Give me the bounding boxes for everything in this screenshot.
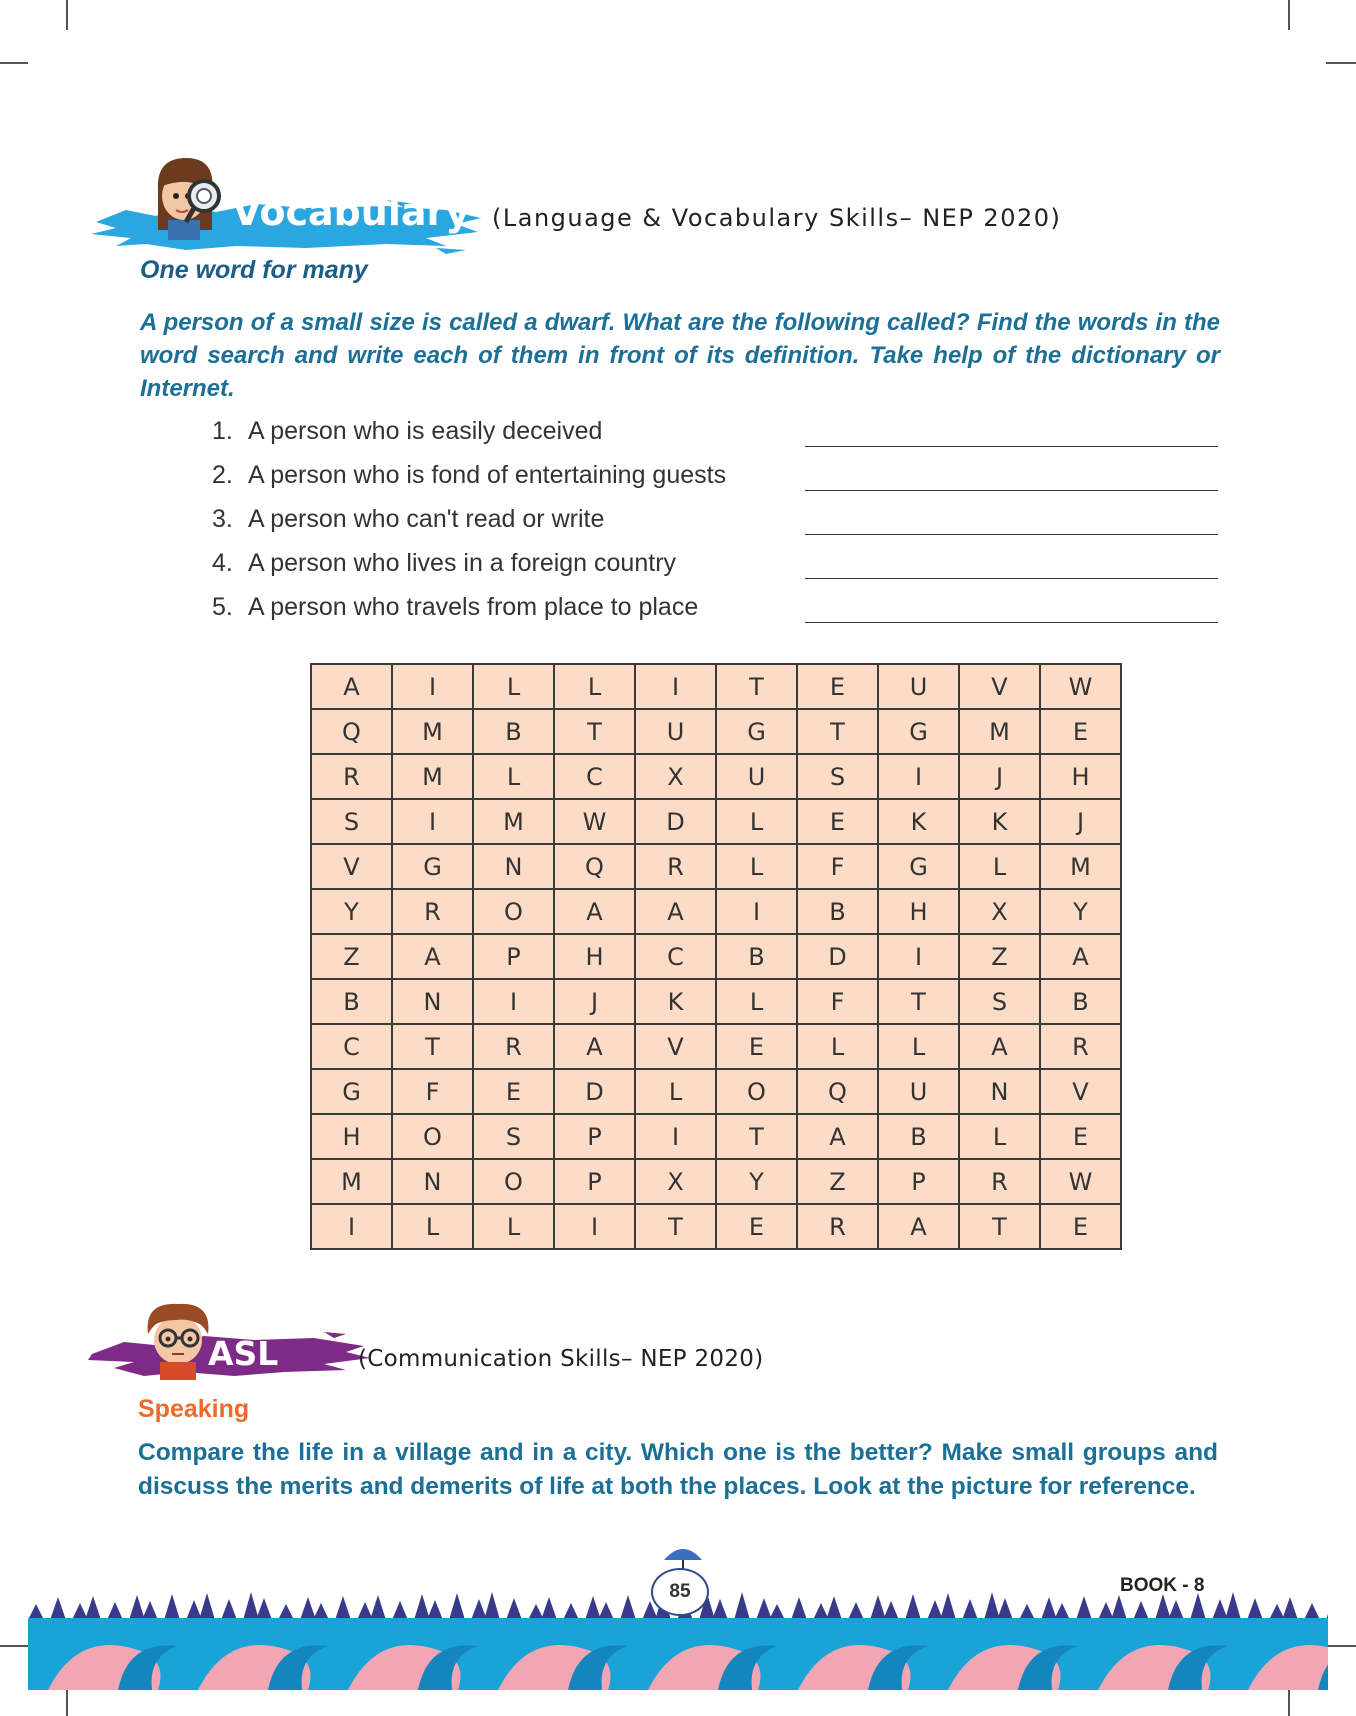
word-search-cell[interactable]: E [473,1069,554,1114]
word-search-cell[interactable]: N [959,1069,1040,1114]
tree-shape [962,1599,978,1620]
crop-mark-top-right-h [1326,62,1356,64]
crop-mark-bottom-left [66,1686,68,1716]
tree-shape [370,1595,386,1620]
word-search-cell[interactable]: T [554,709,635,754]
word-search-cell[interactable]: U [716,754,797,799]
word-search-cell[interactable]: Q [311,709,392,754]
tree-shape [813,1603,829,1620]
word-search-cell[interactable]: A [1040,934,1121,979]
word-search-cell[interactable]: O [473,889,554,934]
word-search-row [311,1069,1121,1114]
word-search-cell[interactable]: P [473,934,554,979]
word-search-cell[interactable]: C [554,754,635,799]
word-search-cell[interactable]: H [878,889,959,934]
word-search-cell[interactable]: E [797,799,878,844]
word-search-row [311,1114,1121,1159]
word-search-cell[interactable]: F [797,979,878,1024]
word-search-cell[interactable]: I [392,664,473,709]
word-search-cell[interactable]: D [554,1069,635,1114]
word-search-cell[interactable]: Z [959,934,1040,979]
word-search-cell[interactable]: S [797,754,878,799]
tree-shape [905,1594,921,1620]
word-search-cell[interactable]: N [473,844,554,889]
tree-shape [791,1597,807,1620]
word-search-cell[interactable]: R [1040,1024,1121,1069]
word-search-cell[interactable]: Q [554,844,635,889]
word-search-cell[interactable]: W [554,799,635,844]
tree-shape [870,1595,886,1620]
word-search-cell[interactable]: W [1040,1159,1121,1204]
definition-text: A person who lives in a foreign country [248,549,677,577]
word-search-cell[interactable]: E [716,1204,797,1249]
word-search-cell[interactable]: L [959,1114,1040,1159]
word-search-cell[interactable]: E [1040,1204,1121,1249]
tree-shape [313,1603,329,1620]
word-search-cell[interactable]: V [1040,1069,1121,1114]
definition-text: A person who travels from place to place [248,593,699,621]
book-label: BOOK - 8 [1120,1575,1205,1596]
word-search-cell[interactable]: S [311,799,392,844]
word-search-cell[interactable]: P [554,1159,635,1204]
word-search-cell[interactable]: O [716,1069,797,1114]
tree-shape [620,1595,636,1620]
vocabulary-instructions: A person of a small size is called a dwarf. What are the following called? Find the words in the word search and write each of them in front of its definition. Take help of the dictionary or Internet. [140,309,1220,402]
word-search-cell[interactable]: T [878,979,959,1024]
speaking-subheading: Speaking [138,1395,250,1423]
word-search-cell[interactable]: R [797,1204,878,1249]
word-search-cell[interactable]: L [797,1024,878,1069]
tree-shape [506,1598,522,1620]
word-search-cell[interactable]: T [959,1204,1040,1249]
word-search-cell[interactable]: E [797,664,878,709]
word-search-row [311,1159,1121,1204]
word-search-cell[interactable]: M [1040,844,1121,889]
tree-shape [984,1592,1000,1620]
definition-text: A person who is fond of entertaining guests [248,461,727,489]
word-search-cell[interactable]: G [716,709,797,754]
word-search-cell[interactable]: U [878,1069,959,1114]
tree-shape [1019,1604,1035,1620]
word-search-cell[interactable]: Y [311,889,392,934]
word-search-cell[interactable]: L [716,799,797,844]
tree-shape [50,1597,66,1620]
definition-item [212,415,1222,459]
word-search-cell[interactable]: A [554,1024,635,1069]
word-search-cell[interactable]: Q [797,1069,878,1114]
tree-shape [1304,1603,1320,1620]
answer-blank[interactable] [805,622,1218,623]
word-search-cell[interactable]: N [392,1159,473,1204]
tree-shape [1326,1596,1328,1620]
word-search-cell[interactable]: U [635,709,716,754]
word-search-cell[interactable]: A [959,1024,1040,1069]
word-search-cell[interactable]: L [554,664,635,709]
definition-item [212,503,1222,547]
word-search-cell[interactable]: L [635,1069,716,1114]
word-search-cell[interactable]: R [392,889,473,934]
tree-shape [712,1599,728,1620]
word-search-cell[interactable]: X [635,754,716,799]
word-search-cell[interactable]: Z [311,934,392,979]
word-search-cell[interactable]: E [1040,709,1121,754]
word-search-cell[interactable]: A [554,889,635,934]
crop-mark-top-left [66,0,68,30]
word-search-cell[interactable]: M [959,709,1040,754]
tree-shape [1212,1599,1228,1620]
tree-shape [1269,1604,1285,1620]
tree-shape [72,1603,88,1620]
crop-mark-top-left-h [0,62,28,64]
word-search-cell[interactable]: H [554,934,635,979]
vocabulary-title: Vocabulary [232,190,471,234]
word-search-cell[interactable]: O [392,1114,473,1159]
word-search-cell[interactable]: J [554,979,635,1024]
word-search-cell[interactable]: Y [716,1159,797,1204]
tree-shape [427,1600,443,1620]
word-search-cell[interactable]: A [797,1114,878,1159]
tree-shape [927,1600,943,1620]
word-search-cell[interactable]: L [473,664,554,709]
girl-with-magnifier-icon [138,150,230,242]
word-search-cell[interactable]: D [635,799,716,844]
word-search-cell[interactable]: L [716,979,797,1024]
tree-shape [471,1599,487,1620]
word-search-cell[interactable]: G [311,1069,392,1114]
word-search-row [311,889,1121,934]
definition-item [212,547,1222,591]
tree-shape [585,1596,601,1620]
word-search-cell[interactable]: H [311,1114,392,1159]
word-search-cell[interactable]: H [1040,754,1121,799]
tree-shape [756,1598,772,1620]
word-search-cell[interactable]: M [392,754,473,799]
word-search-cell[interactable]: R [473,1024,554,1069]
definition-number: 4. [212,549,233,577]
word-search-cell[interactable]: L [473,754,554,799]
word-search-row [311,934,1121,979]
word-search-cell[interactable]: I [635,664,716,709]
word-search-cell[interactable]: C [311,1024,392,1069]
tree-shape [414,1594,430,1620]
word-search-cell[interactable]: B [1040,979,1121,1024]
tree-shape [335,1596,351,1620]
tree-shape [199,1593,215,1620]
word-search-cell[interactable]: K [635,979,716,1024]
tree-shape [357,1602,373,1620]
tree-shape [1111,1595,1127,1620]
word-search-cell[interactable]: E [716,1024,797,1069]
word-search-cell[interactable]: L [878,1024,959,1069]
word-search-cell[interactable]: S [959,979,1040,1024]
definition-number: 3. [212,505,233,533]
word-search-row [311,664,1121,709]
word-search-cell[interactable]: G [878,844,959,889]
word-search-cell[interactable]: J [1040,799,1121,844]
tree-shape [449,1593,465,1620]
definition-text: A person who is easily deceived [248,417,603,445]
asl-subtitle: (Communication Skills– NEP 2020) [358,1346,764,1372]
word-search-cell[interactable]: G [878,709,959,754]
tree-shape [826,1596,842,1620]
word-search-cell[interactable]: U [878,664,959,709]
word-search-cell[interactable]: V [959,664,1040,709]
tree-shape [129,1595,145,1620]
word-search-cell[interactable]: L [959,844,1040,889]
word-search-cell[interactable]: J [959,754,1040,799]
crop-mark-bottom-right [1288,1686,1290,1716]
word-search-row [311,1204,1121,1249]
word-search-cell[interactable]: M [311,1159,392,1204]
word-search-cell[interactable]: A [311,664,392,709]
word-search-row [311,1024,1121,1069]
word-search-cell[interactable]: A [635,889,716,934]
crop-mark-bottom-left-h [0,1645,28,1647]
word-search-cell[interactable]: I [392,799,473,844]
tree-shape [1282,1597,1298,1620]
word-search-row [311,799,1121,844]
tree-shape [278,1604,294,1620]
definition-list [212,415,1222,635]
word-search-cell[interactable]: T [716,1114,797,1159]
word-search-cell[interactable]: E [1040,1114,1121,1159]
tree-shape [142,1601,158,1620]
word-search-cell[interactable]: B [878,1114,959,1159]
word-search-cell[interactable]: Z [797,1159,878,1204]
tree-shape [1155,1594,1171,1620]
word-search-cell[interactable]: I [878,934,959,979]
tree-shape [164,1594,180,1620]
word-search-cell[interactable]: T [635,1204,716,1249]
word-search-cell[interactable]: I [635,1114,716,1159]
word-search-cell[interactable]: M [392,709,473,754]
word-search-cell[interactable]: A [392,934,473,979]
word-search-cell[interactable]: C [635,934,716,979]
word-search-cell[interactable]: F [392,1069,473,1114]
crop-mark-bottom-right-h [1326,1645,1356,1647]
tree-shape [541,1597,557,1620]
tree-shape [243,1592,259,1620]
word-search-body [311,664,1121,1249]
tree-shape [1225,1592,1241,1620]
word-search-cell[interactable]: X [635,1159,716,1204]
answer-blank[interactable] [805,534,1218,535]
tree-shape [598,1602,614,1620]
word-search-cell[interactable]: O [473,1159,554,1204]
word-search-row [311,709,1121,754]
tree-shape [997,1598,1013,1620]
word-search-grid [310,663,1122,1250]
word-search-row [311,844,1121,889]
word-search-cell[interactable]: X [959,889,1040,934]
tree-shape [186,1600,202,1620]
tree-shape [734,1592,750,1620]
word-search-cell[interactable]: R [959,1159,1040,1204]
tree-shape [1247,1598,1263,1620]
tree-shape [1098,1602,1114,1620]
word-search-cell[interactable]: P [878,1159,959,1204]
tree-shape [563,1603,579,1620]
word-search-cell[interactable]: I [311,1204,392,1249]
word-search-cell[interactable]: L [716,844,797,889]
word-search-cell[interactable]: V [635,1024,716,1069]
tree-shape [28,1604,44,1620]
definition-item [212,459,1222,503]
tree-shape [1041,1597,1057,1620]
word-search-cell[interactable]: L [473,1204,554,1249]
tree-shape [940,1593,956,1620]
definition-text: A person who can't read or write [248,505,605,533]
definition-item [212,591,1222,635]
word-search-cell[interactable]: K [878,799,959,844]
tree-shape [848,1602,864,1620]
word-search-cell[interactable]: I [878,754,959,799]
word-search-cell[interactable]: W [1040,664,1121,709]
word-search-cell[interactable]: B [797,889,878,934]
tree-shape [85,1596,101,1620]
speaking-instructions: Compare the life in a village and in a city. Which one is the better? Make small groups and discuss the merits and demerits of life at both the places. Look at the picture for reference. [138,1439,1218,1500]
tree-shape [1168,1600,1184,1620]
word-search-cell[interactable]: V [311,844,392,889]
answer-blank[interactable] [805,578,1218,579]
tree-shape [484,1592,500,1620]
tree-shape [1076,1596,1092,1620]
tree-shape [221,1599,237,1620]
tree-shape [1133,1601,1149,1620]
answer-blank[interactable] [805,490,1218,491]
word-search-cell[interactable]: Y [1040,889,1121,934]
word-search-cell[interactable]: M [473,799,554,844]
tree-shape [528,1604,544,1620]
tree-shape [256,1598,272,1620]
definition-number: 1. [212,417,233,445]
tree-shape [107,1602,123,1620]
word-search-cell[interactable]: B [716,934,797,979]
word-search-cell[interactable]: P [554,1114,635,1159]
tree-shape [1190,1593,1206,1620]
tree-shape [883,1601,899,1620]
word-search-cell[interactable]: S [473,1114,554,1159]
tree-shape [392,1601,408,1620]
word-search-cell[interactable]: B [311,979,392,1024]
word-search-cell[interactable]: N [392,979,473,1024]
tree-shape [300,1597,316,1620]
word-search-cell[interactable]: B [473,709,554,754]
word-search-cell[interactable]: L [392,1204,473,1249]
answer-blank[interactable] [805,446,1218,447]
word-search-row [311,979,1121,1024]
definition-number: 5. [212,593,233,621]
vocabulary-subtitle: (Language & Vocabulary Skills– NEP 2020) [492,204,1062,232]
word-search-cell[interactable]: T [797,709,878,754]
word-search-cell[interactable]: I [473,979,554,1024]
word-search-cell[interactable]: F [797,844,878,889]
word-search-cell[interactable]: T [716,664,797,709]
word-search-cell[interactable]: R [311,754,392,799]
word-search-cell[interactable]: D [797,934,878,979]
definition-number: 2. [212,461,233,489]
asl-title: ASL [208,1334,279,1373]
word-search-row [311,754,1121,799]
tree-shape [769,1604,785,1620]
one-word-subheading: One word for many [140,256,368,284]
word-search-cell[interactable]: G [392,844,473,889]
word-search-cell[interactable]: I [716,889,797,934]
word-search-cell[interactable]: I [554,1204,635,1249]
page-number: 85 [651,1568,709,1616]
word-search-cell[interactable]: T [392,1024,473,1069]
word-search-cell[interactable]: K [959,799,1040,844]
crop-mark-top-right [1288,0,1290,30]
tree-shape [1054,1603,1070,1620]
word-search-cell[interactable]: A [878,1204,959,1249]
word-search-cell[interactable]: R [635,844,716,889]
